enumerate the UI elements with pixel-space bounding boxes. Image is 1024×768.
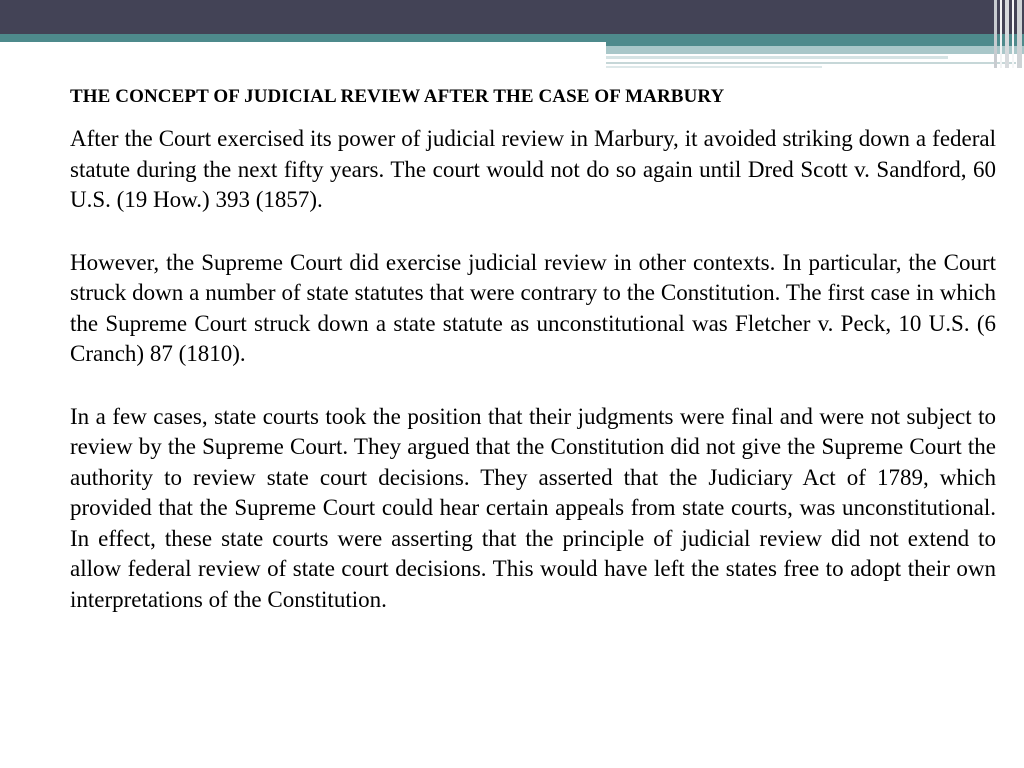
paragraph: After the Court exercised its power of judicial review in Marbury, it avoided striking down a federal statute during the next fifty years. The court would not do so again until Dred Scott v. Sandford, 60 U.S. (19 How.) 393 (1857). <box>70 126 996 212</box>
header-dark-bar <box>0 0 1024 34</box>
stripe <box>1012 0 1014 68</box>
stripe <box>1000 0 1002 68</box>
paragraph: However, the Supreme Court did exercise judicial review in other contexts. In particular, the Court struck down a number of state statutes that were contrary to the Constitution. The first case in which the Supreme Court struck down a state statute as unconstitutional was Fletcher v. Peck, 10 U.S. (6 Cranch) 87 (1810). <box>70 249 996 366</box>
paragraph: In a few cases, state courts took the position that their judgments were final and were not subject to review by the Supreme Court. They argued that the Constitution did not give the Supreme Court the authority to review state court decisions. They asserted that the Judiciary Act of 1789, which provided that the Supreme Court could hear certain appeals from state courts, was unconstitutional. In effect, these state courts were asserting that the principle of judicial review did not extend to allow federal review of state court decisions. This would have left the states free to adopt their own interpretations of the Constitution. <box>70 403 996 612</box>
header-thin-line <box>606 66 822 68</box>
header-white-cutout <box>0 42 606 56</box>
header-thin-line <box>606 56 948 59</box>
slide-content <box>70 84 996 615</box>
stripe <box>994 0 997 68</box>
header-vertical-stripes <box>994 0 1024 68</box>
header-thin-line <box>606 62 1016 64</box>
slide-title: THE CONCEPT OF JUDICIAL REVIEW AFTER THE CASE OF MARBURY <box>70 86 725 107</box>
stripe <box>1017 0 1022 68</box>
stripe <box>1005 0 1009 68</box>
